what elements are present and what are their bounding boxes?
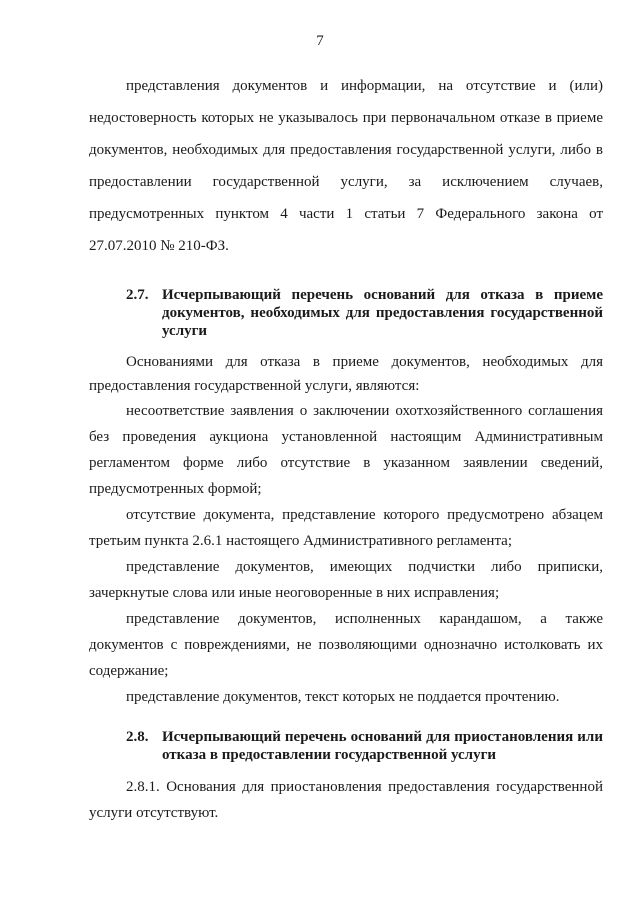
section-title: Исчерпывающий перечень оснований для отказа в приеме документов, необходимых для предоставления государственной услуги — [162, 287, 603, 339]
page-number: 7 — [316, 33, 324, 49]
section-number: 2.8. — [126, 729, 149, 745]
list-item: представление документов, текст которых не поддается прочтению. — [126, 689, 560, 705]
list-item: отсутствие документа, представление которого предусмотрено абзацем третьим пункта 2.6.1 настоящего Административного регламента; — [89, 507, 603, 549]
section-number: 2.7. — [126, 287, 149, 303]
list-item: представление документов, имеющих подчистки либо приписки, зачеркнутые слова или иные неоговоренные в них исправления; — [89, 559, 603, 601]
section-item-2-8-1: 2.8.1. Основания для приостановления предоставления государственной услуги отсутствуют. — [89, 779, 603, 821]
document-body — [89, 70, 603, 826]
list-item: представление документов, исполненных карандашом, а также документов с повреждениями, не позволяющими однозначно истолковать их содержание; — [89, 611, 603, 679]
section-heading-2-7 — [89, 286, 603, 340]
section-intro: Основаниями для отказа в приеме документов, необходимых для предоставления государственной услуги, являются: — [89, 354, 603, 394]
list-item: несоответствие заявления о заключении охотхозяйственного соглашения без проведения аукциона установленной настоящим Административным регламентом форме либо отсутствие в указанном заявлении сведений, предусмотренных формой; — [89, 403, 603, 497]
section-heading-2-8 — [89, 728, 603, 764]
section-title: Исчерпывающий перечень оснований для приостановления или отказа в предоставлении государственной услуги — [162, 729, 603, 763]
paragraph-continuation: представления документов и информации, на отсутствие и (или) недостоверность которых не указывалось при первоначальном отказе в приеме документов, необходимых для предоставления государственной услуги, либо в предоставлении государственной услуги, за исключением случаев, предусмотренных пунктом 4 части 1 статьи 7 Федерального закона от 27.07.2010 № 210-ФЗ. — [89, 78, 603, 254]
